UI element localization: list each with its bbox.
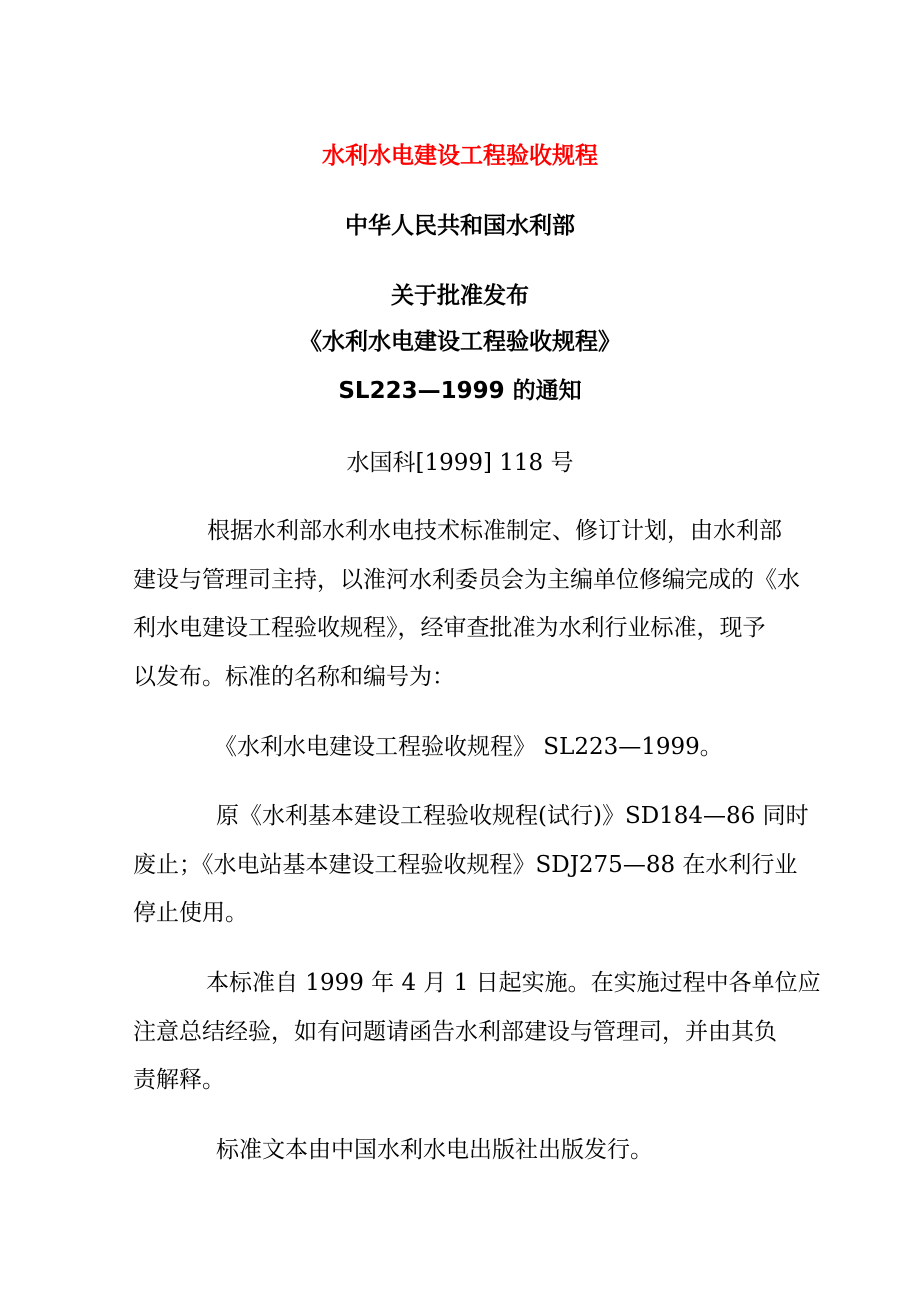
paragraph-4-line-2: 注意总结经验，如有问题请函告水利部建设与管理司，并由其负 [133, 1019, 777, 1045]
document-title: 水利水电建设工程验收规程 [322, 143, 598, 169]
paragraph-3-line-2: 废止；《水电站基本建设工程验收规程》SDJ275—88 在水利行业 [133, 852, 798, 878]
paragraph-3-line-1: 原《水利基本建设工程验收规程(试行)》SD184—86 同时 [216, 803, 809, 829]
notice-heading-line-2: 《水利水电建设工程验收规程》 [299, 329, 621, 355]
notice-heading-line-3: SL223—1999 的通知 [338, 378, 582, 404]
paragraph-1-line-2: 建设与管理司主持，以淮河水利委员会为主编单位修编完成的《水 [133, 567, 800, 593]
document-number: 水国科[1999] 118 号 [346, 450, 574, 476]
paragraph-1-line-4: 以发布。标准的名称和编号为： [133, 664, 455, 690]
paragraph-1-line-1: 根据水利部水利水电技术标准制定、修订计划，由水利部 [207, 518, 782, 544]
paragraph-5: 标准文本由中国水利水电出版社出版发行。 [216, 1137, 653, 1163]
paragraph-2: 《水利水电建设工程验收规程》 SL223—1999。 [214, 734, 723, 760]
issuer-heading: 中华人民共和国水利部 [345, 213, 575, 239]
paragraph-3-line-3: 停止使用。 [133, 900, 248, 926]
notice-heading-line-1: 关于批准发布 [391, 283, 529, 309]
paragraph-4-line-3: 责解释。 [133, 1067, 225, 1093]
paragraph-4-line-1: 本标准自 1999 年 4 月 1 日起实施。在实施过程中各单位应 [206, 970, 821, 996]
paragraph-1-line-3: 利水电建设工程验收规程》，经审查批准为水利行业标准，现予 [133, 615, 766, 641]
